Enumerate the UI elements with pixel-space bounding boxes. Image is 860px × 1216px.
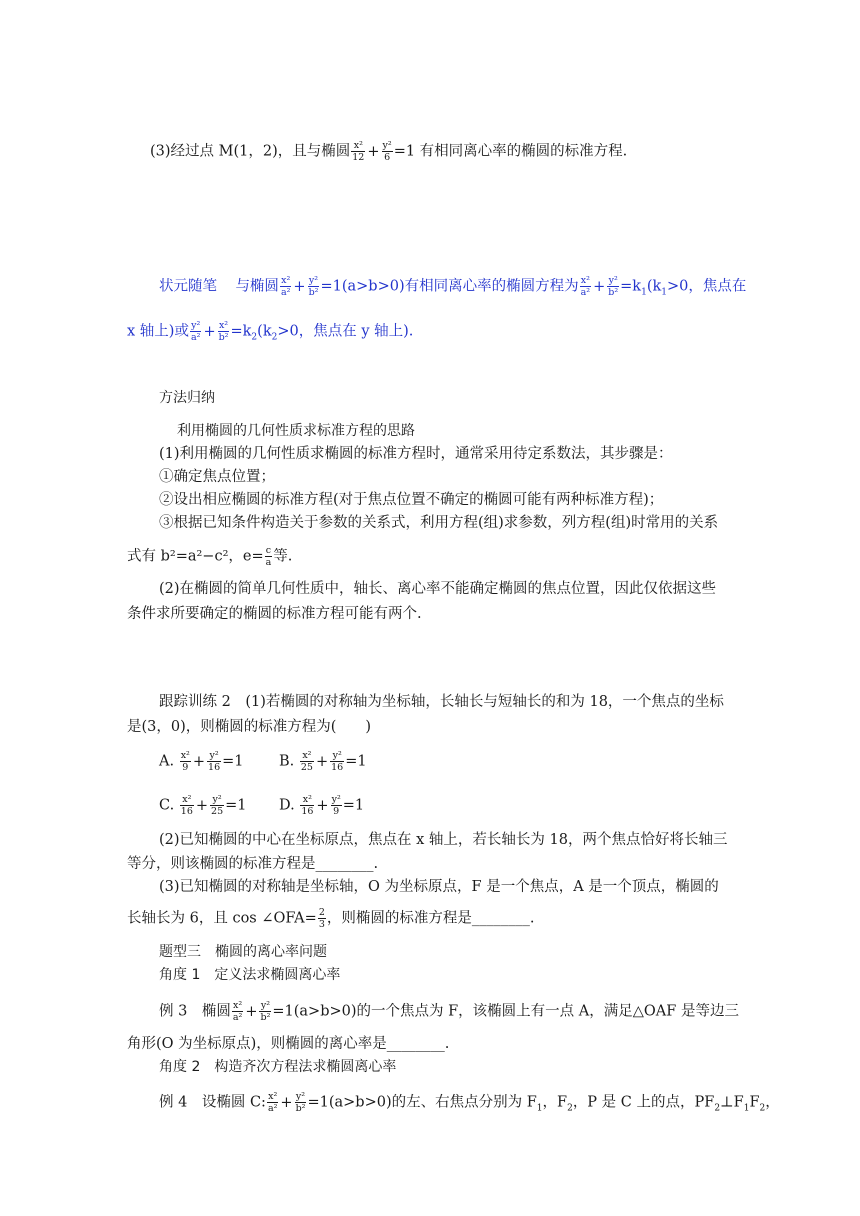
fraction-x2-a2: $\frac{\text{x²}}{\text{a²}}$ — [580, 275, 591, 298]
fraction-c-a: $\frac{c}{a}$ — [265, 545, 272, 568]
question-3-line: (3)经过点 M(1，2)，且与椭圆 $\frac{\text{x²}}{12}$ + $\frac{\text{y²}}{6}$ =1 有相同离心率的椭圆的标准方程. — [150, 140, 628, 163]
angle-1-title: 角度 1 定义法求椭圆离心率 — [159, 967, 341, 983]
fraction-y2-9: $\frac{\text{y²}}{9}$ — [331, 794, 341, 817]
angle-2-title: 角度 2 构造齐次方程法求椭圆离心率 — [159, 1059, 397, 1075]
option-d: D. $\frac{\text{x²}}{16}$ + $\frac{\text{y²}}{9}$ =1 — [279, 794, 365, 817]
method-paragraph-1: (1)利用椭圆的几何性质求椭圆的标准方程时，通常采用待定系数法，其步骤是： — [159, 446, 673, 462]
practice-q2-line-1: (2)已知椭圆的中心在坐标原点，焦点在 x 轴上，若长轴长为 18，两个焦点恰好将长轴三 — [159, 832, 728, 848]
fraction-2-3: $\frac{2}{3}$ — [318, 907, 325, 930]
option-c: C. $\frac{\text{x²}}{16}$ + $\frac{\text{y²}}{25}$ =1 — [159, 794, 247, 817]
practice-line-2: 是(3，0)，则椭圆的标准方程为( ) — [127, 719, 372, 735]
practice-options-row-1 — [159, 750, 399, 773]
example-3-line-1: 例 3 椭圆 $\frac{\text{x²}}{\text{a²}}$ + $\frac{\text{y²}}{\text{b²}}$ =1(a>b>0)的一个焦点为 F，该椭圆上有一点 A，满足△OAF 是等边三 — [159, 1000, 739, 1023]
example-4-line-1: 例 4 设椭圆 C: $\frac{\text{x²}}{\text{a²}}$ + $\frac{\text{y²}}{\text{b²}}$ =1(a>b>0)的左、右焦点分别为 $F_1$，$F_2$，P 是 C 上的点，$PF_2\perp F_1F_2$， — [159, 1091, 780, 1114]
method-paragraph-2b: 条件求所要确定的椭圆的标准方程可能有两个. — [127, 606, 422, 622]
fraction-x2-a2: $\frac{\text{x²}}{\text{a²}}$ — [232, 1000, 243, 1023]
fraction-y2-b2: $\frac{\text{y²}}{\text{b²}}$ — [260, 1000, 271, 1023]
fraction-x2-25: $\frac{\text{x²}}{25}$ — [300, 750, 313, 773]
fraction-y2-a2: $\frac{\text{y²}}{\text{a²}}$ — [190, 320, 201, 343]
method-paragraph-2a: (2)在椭圆的简单几何性质中，轴长、离心率不能确定椭圆的焦点位置，因此仅依据这些 — [159, 581, 717, 597]
method-title: 方法归纳 — [159, 390, 215, 406]
fraction-x2-b2: $\frac{\text{x²}}{\text{b²}}$ — [218, 320, 229, 343]
fraction-y2-16: $\frac{\text{y²}}{16}$ — [331, 750, 344, 773]
practice-q3-line-2: 长轴长为 6，且 cos ∠OFA= $\frac{2}{3}$ ，则椭圆的标准方程是________. — [127, 907, 535, 930]
fraction-x2-a2: $\frac{\text{x²}}{\text{a²}}$ — [267, 1091, 278, 1114]
method-step-3: ③根据已知条件构造关于参数的关系式，利用方程(组)求参数，列方程(组)时常用的关系 — [159, 515, 719, 531]
option-b: B. $\frac{\text{x²}}{25}$ + $\frac{\text{y²}}{16}$ =1 — [279, 750, 367, 773]
method-subtitle: 利用椭圆的几何性质求标准方程的思路 — [177, 423, 415, 439]
method-step-2: ②设出相应椭圆的标准方程(对于焦点位置不确定的椭圆可能有两种标准方程)； — [159, 492, 664, 508]
fraction-x2-12: $\frac{\text{x²}}{12}$ — [352, 140, 365, 163]
option-a: A. $\frac{\text{x²}}{9}$ + $\frac{\text{y²}}{16}$ =1 — [159, 750, 244, 773]
practice-options-row-2 — [159, 794, 399, 817]
fraction-x2-a2: $\frac{\text{x²}}{\text{a²}}$ — [280, 275, 291, 298]
question-3-text: (3)经过点 M(1，2)，且与椭圆 — [150, 143, 351, 160]
practice-q3-line-1: (3)已知椭圆的对称轴是坐标轴，O 为坐标原点，F 是一个焦点，A 是一个顶点，椭圆的 — [159, 879, 719, 895]
fraction-x2-16: $\frac{\text{x²}}{16}$ — [180, 794, 193, 817]
fraction-y2-b2: $\frac{\text{y²}}{\text{b²}}$ — [608, 275, 619, 298]
example-3-line-2: 角形(O 为坐标原点)，则椭圆的离心率是________. — [127, 1036, 450, 1052]
practice-q2-line-2: 等分，则该椭圆的标准方程是________. — [127, 856, 379, 872]
fraction-y2-16: $\frac{\text{y²}}{16}$ — [208, 750, 221, 773]
type-3-title: 题型三 椭圆的离心率问题 — [159, 944, 327, 960]
fraction-y2-25: $\frac{\text{y²}}{25}$ — [211, 794, 224, 817]
method-step-3-cont: 式有 b²=a²−c²，e= $\frac{c}{a}$ 等. — [127, 545, 293, 568]
method-step-1: ①确定焦点位置； — [159, 469, 275, 485]
fraction-y2-b2: $\frac{\text{y²}}{\text{b²}}$ — [295, 1091, 306, 1114]
practice-line-1: 跟踪训练 2 (1)若椭圆的对称轴为坐标轴，长轴长与短轴长的和为 18，一个焦点的坐标 — [159, 694, 724, 710]
fraction-x2-9: $\frac{\text{x²}}{9}$ — [180, 750, 190, 773]
note-line-1: 状元随笔 与椭圆 $\frac{\text{x²}}{\text{a²}}$ + $\frac{\text{y²}}{\text{b²}}$ =1(a>b>0)有相同离心率的椭圆方程为 $\frac{\text{x²}}{\text{a²}}$ + $\frac{\text{y²}}{\text{b²}}$ $=k_1(k_1>0$，焦点在 — [159, 275, 747, 298]
fraction-x2-16: $\frac{\text{x²}}{16}$ — [301, 794, 314, 817]
fraction-y2-6: $\frac{\text{y²}}{6}$ — [382, 140, 392, 163]
note-line-2: x 轴上)或 $\frac{\text{y²}}{\text{a²}}$ + $\frac{\text{x²}}{\text{b²}}$ $=k_2(k_2>0$，焦点在 y 轴上). — [127, 320, 414, 343]
fraction-y2-b2: $\frac{\text{y²}}{\text{b²}}$ — [308, 275, 319, 298]
note-label: 状元随笔 — [159, 278, 217, 295]
